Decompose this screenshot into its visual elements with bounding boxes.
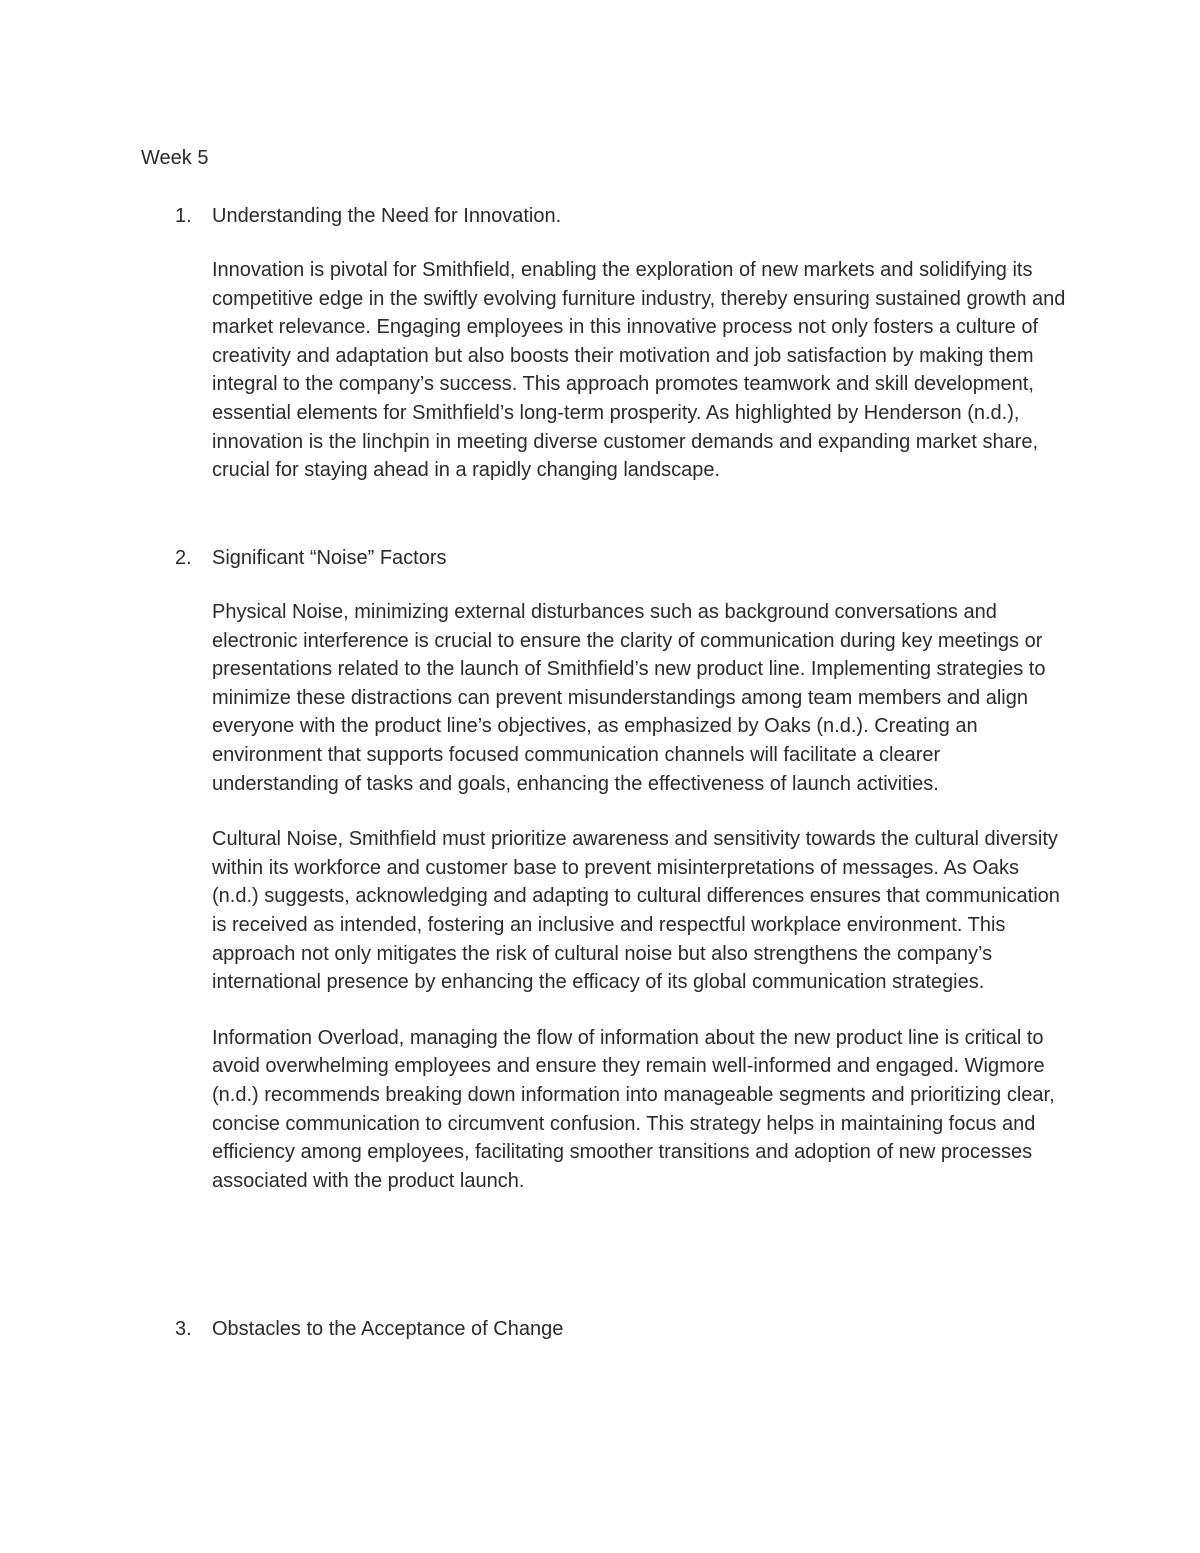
section-heading-row [141,202,1071,230]
section-noise-factors [141,544,1071,1195]
paragraph-information-overload: Information Overload, managing the flow of information about the new product line is critical to avoid overwhelming employees and ensure they remain well-informed and engaged. Wigmore (n.d.) recommends breaking down information into manageable segments and prioritizing clear, concise communication to circumvent confusion. This strategy helps in maintaining focus and efficiency among employees, facilitating smoother transitions and adoption of new processes associated with the product launch. [212,1026,1055,1192]
section-heading-row [141,1315,1071,1343]
paragraph-innovation: Innovation is pivotal for Smithfield, enabling the exploration of new markets and solidifying its competitive edge in the swiftly evolving furniture industry, thereby ensuring sustained growth and market relevance. Engaging employees in this innovative process not only fosters a culture of creativity and adaptation but also boosts their motivation and job satisfaction by making them integral to the company’s success. This approach promotes teamwork and skill development, essential elements for Smithfield’s long-term prosperity. As highlighted by Henderson (n.d.), innovation is the linchpin in meeting diverse customer demands and expanding market share, crucial for staying ahead in a rapidly changing landscape. [212,259,1066,482]
section-number: 1. [175,205,192,227]
section-obstacles-to-change [141,1315,1071,1343]
paragraph-physical-noise: Physical Noise, minimizing external disturbances such as background conversations and electronic interference is crucial to ensure the clarity of communication during key meetings or presentations related to the launch of Smithfield’s new product line. Implementing strategies to minimize these distractions can prevent misunderstandings among team members and align everyone with the product line’s objectives, as emphasized by Oaks (n.d.). Creating an environment that supports focused communication channels will facilitate a clearer understanding of tasks and goals, enhancing the effectiveness of launch activities. [212,601,1046,795]
paragraph-cultural-noise: Cultural Noise, Smithfield must prioritize awareness and sensitivity towards the cultural diversity within its workforce and customer base to prevent misinterpretations of messages. As Oaks (n.d.) suggests, acknowledging and adapting to cultural differences ensures that communication is received as intended, fostering an inclusive and respectful workplace environment. This approach not only mitigates the risk of cultural noise but also strengthens the company’s international presence by enhancing the efficacy of its global communication strategies. [212,828,1060,994]
section-heading: Obstacles to the Acceptance of Change [212,1318,564,1340]
section-heading: Understanding the Need for Innovation. [212,205,562,227]
section-heading-row [141,544,1071,572]
document-title: Week 5 [141,147,209,169]
section-number: 2. [175,547,192,569]
section-heading: Significant “Noise” Factors [212,547,447,569]
section-understanding-innovation [141,202,1071,485]
section-number: 3. [175,1318,192,1340]
